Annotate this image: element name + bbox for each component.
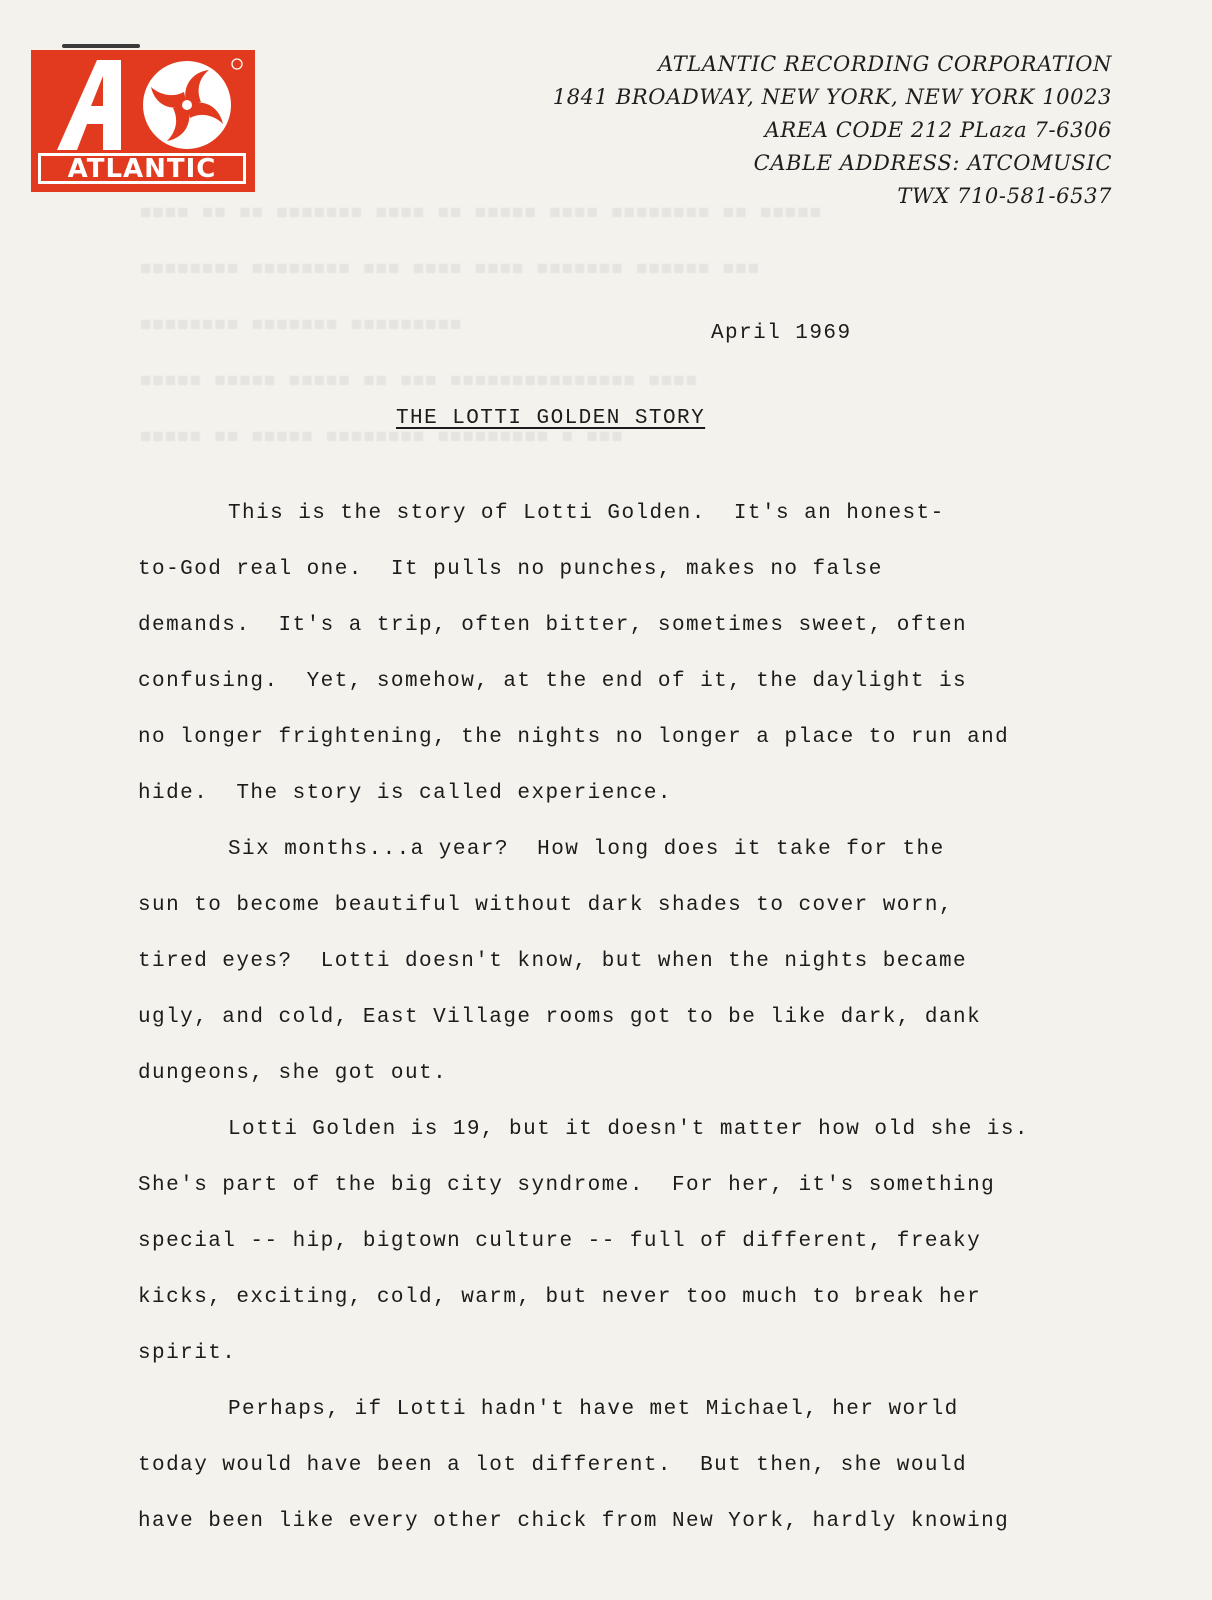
body-line: today would have been a lot different. But then, she would [138, 1454, 968, 1477]
body-line: kicks, exciting, cold, warm, but never too much to break her [138, 1286, 982, 1309]
body-line: ugly, and cold, East Village rooms got to be like dark, dank [138, 1006, 982, 1029]
atlantic-logo [31, 50, 255, 192]
body-line: to-God real one. It pulls no punches, makes no false [138, 558, 883, 581]
body-line: have been like every other chick from New York, hardly knowing [138, 1510, 1010, 1533]
body-line: hide. The story is called experience. [138, 782, 672, 805]
staple-mark [62, 44, 140, 48]
body-line: Six months...a year? How long does it take for the [228, 838, 945, 861]
document-body [138, 486, 1098, 1550]
logo-label: ATLANTIC [67, 153, 217, 184]
letterhead-phone: AREA CODE 212 PLaza 7-6306 [764, 118, 1112, 142]
body-line: Perhaps, if Lotti hadn't have met Michael, her world [228, 1398, 959, 1421]
paper-bleed-through: ■■■■ ■■ ■■ ■■■■■■■ ■■■■ ■■ ■■■■■ ■■■■ ■■■■■■■■ ■■ ■■■■■ ■■■■■■■■ ■■■■■■■■ ■■■ ■■■■ ■■■■ ■■■■■■■ ■■■■■■ ■■■ ■■■■■■■■ ■■■■■■■ ■■■■■■■■■ ■■■■■ ■■■■■ ■■■■■ ■■ ■■■ ■■■■■■■■■■■■■■■ ■■■■ ■■■■■ ■■ ■■■■■ ■■■■■■■■ ■■■■■■■■■ ■ ■■■ [140, 202, 823, 448]
body-line: tired eyes? Lotti doesn't know, but when the nights became [138, 950, 968, 973]
letterhead-address: 1841 BROADWAY, NEW YORK, NEW YORK 10023 [552, 85, 1112, 109]
body-line: confusing. Yet, somehow, at the end of it, the daylight is [138, 670, 968, 693]
document-title: THE LOTTI GOLDEN STORY [396, 407, 706, 430]
body-line: special -- hip, bigtown culture -- full of different, freaky [138, 1230, 982, 1253]
body-line: dungeons, she got out. [138, 1062, 448, 1085]
body-line: demands. It's a trip, often bitter, sometimes sweet, often [138, 614, 968, 637]
body-line: She's part of the big city syndrome. For her, it's something [138, 1174, 996, 1197]
letterhead-cable: CABLE ADDRESS: ATCOMUSIC [753, 151, 1112, 175]
body-line: Lotti Golden is 19, but it doesn't matter how old she is. [228, 1118, 1029, 1141]
body-line: sun to become beautiful without dark shades to cover worn, [138, 894, 954, 917]
logo-label-box [38, 153, 246, 184]
body-line: spirit. [138, 1342, 237, 1365]
body-line: no longer frightening, the nights no longer a place to run and [138, 726, 1010, 749]
body-line: This is the story of Lotti Golden. It's an honest- [228, 502, 945, 525]
letterhead-company: ATLANTIC RECORDING CORPORATION [658, 52, 1112, 76]
letterhead-twx: TWX 710-581-6537 [897, 184, 1112, 208]
document-date: April 1969 [711, 322, 852, 345]
